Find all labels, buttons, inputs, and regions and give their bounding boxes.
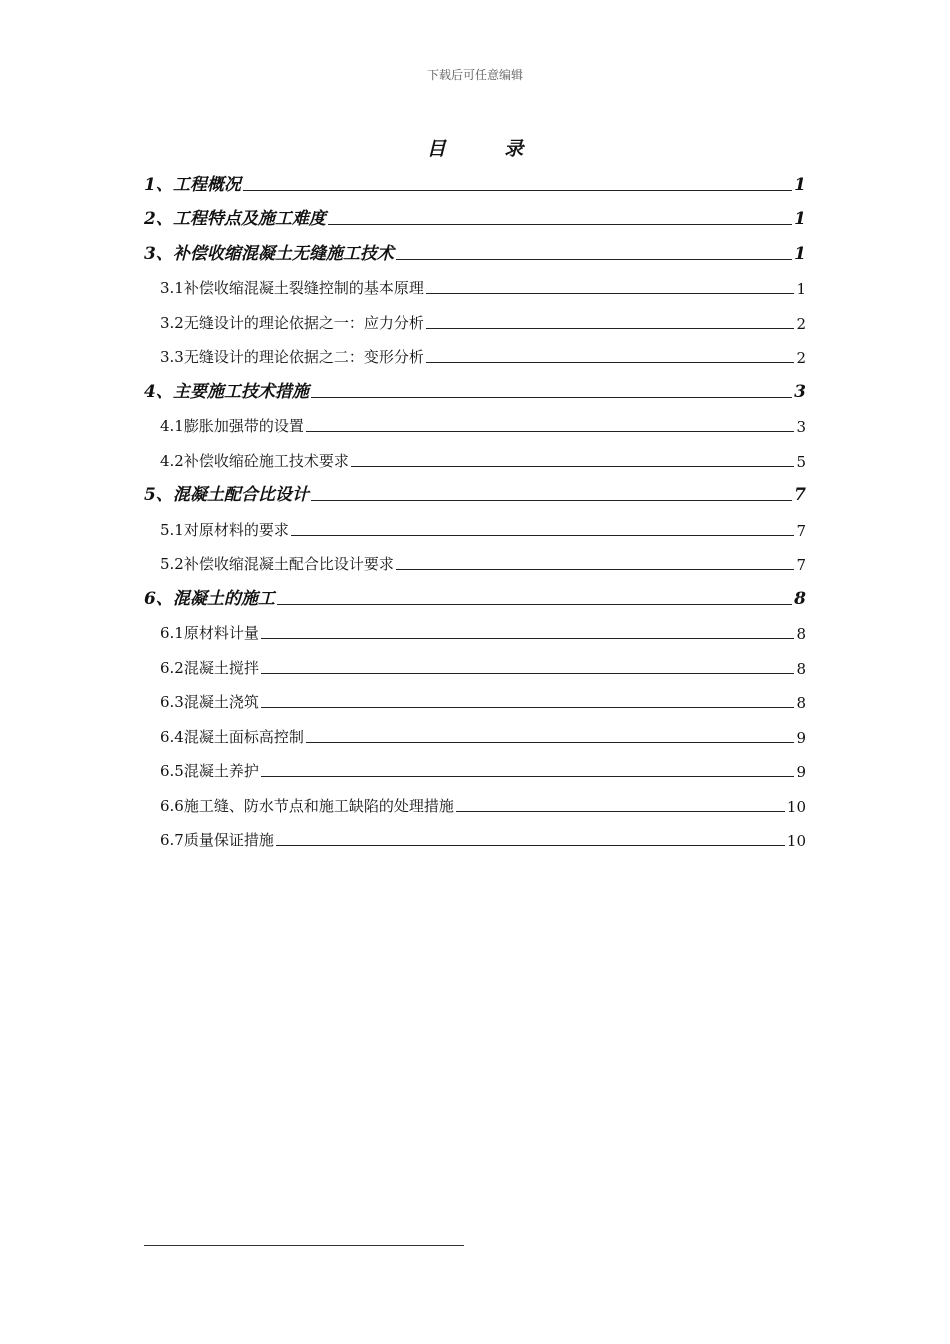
toc-entry-label: 6.5混凝土养护 [160, 762, 259, 780]
toc-leader-line [396, 569, 795, 570]
toc-entry-page-number: 1 [794, 174, 806, 195]
toc-entry[interactable] [144, 579, 806, 614]
toc-entry-label: 3.3无缝设计的理论依据之二：变形分析 [160, 348, 424, 366]
toc-entry-page-number: 8 [794, 588, 806, 609]
toc-entry-page-number: 10 [786, 797, 806, 816]
toc-entry-label: 6.7质量保证措施 [160, 831, 274, 849]
toc-leader-line [456, 811, 785, 812]
toc-leader-line [277, 604, 792, 605]
toc-title: 目 录 [426, 138, 550, 160]
toc-leader-line [276, 845, 785, 846]
toc-entry-page-number: 2 [796, 314, 806, 333]
toc-entry-page-number: 8 [796, 625, 806, 643]
toc-leader-line [311, 397, 792, 398]
toc-entry-page-number: 9 [796, 728, 806, 747]
toc-entry[interactable] [144, 786, 806, 821]
toc-entry-label: 4、主要施工技术措施 [144, 381, 309, 402]
toc-entry[interactable] [144, 648, 806, 683]
toc-entry[interactable] [144, 545, 806, 580]
toc-leader-line [311, 500, 792, 501]
toc-leader-line [261, 638, 795, 639]
toc-entry[interactable] [144, 476, 806, 511]
toc-leader-line [306, 742, 795, 743]
toc-entry-label: 1、工程概况 [144, 174, 241, 195]
toc-leader-line [396, 259, 792, 260]
toc-entry-label: 3、补偿收缩混凝土无缝施工技术 [144, 243, 394, 264]
toc-leader-line [426, 362, 795, 363]
toc-entry-label: 5.1对原材料的要求 [160, 520, 289, 539]
toc-entry[interactable] [144, 614, 806, 649]
toc-entry[interactable] [144, 752, 806, 787]
toc-entry-page-number: 9 [796, 763, 806, 781]
table-of-contents [144, 165, 806, 855]
toc-entry[interactable] [144, 234, 806, 269]
toc-entry-page-number: 5 [796, 452, 806, 471]
toc-entry-label: 3.2无缝设计的理论依据之一：应力分析 [160, 313, 424, 332]
toc-entry-page-number: 1 [794, 209, 806, 229]
toc-entry-page-number: 7 [796, 521, 806, 540]
toc-entry[interactable] [144, 165, 806, 200]
toc-entry[interactable] [144, 717, 806, 752]
toc-entry-page-number: 8 [796, 694, 806, 712]
toc-entry-page-number: 7 [796, 556, 806, 574]
toc-entry-page-number: 10 [786, 832, 806, 850]
toc-leader-line [291, 535, 795, 536]
toc-entry[interactable] [144, 338, 806, 373]
toc-entry[interactable] [144, 372, 806, 407]
toc-entry[interactable] [144, 683, 806, 718]
toc-entry-label: 6.6施工缝、防水节点和施工缺陷的处理措施 [160, 796, 454, 815]
toc-entry-label: 6.2混凝土搅拌 [160, 658, 259, 677]
toc-entry-label: 5.2补偿收缩混凝土配合比设计要求 [160, 555, 394, 573]
toc-entry-page-number: 3 [796, 418, 806, 436]
toc-entry-label: 4.2补偿收缩砼施工技术要求 [160, 451, 349, 470]
toc-leader-line [426, 328, 795, 329]
toc-entry[interactable] [144, 407, 806, 442]
toc-entry-label: 3.1补偿收缩混凝土裂缝控制的基本原理 [160, 279, 424, 297]
toc-entry[interactable] [144, 269, 806, 304]
toc-entry-page-number: 8 [796, 659, 806, 678]
toc-entry[interactable] [144, 303, 806, 338]
toc-entry-page-number: 2 [796, 349, 806, 367]
toc-leader-line [426, 293, 795, 294]
toc-leader-line [261, 707, 795, 708]
toc-entry-label: 6.4混凝土面标高控制 [160, 727, 304, 746]
toc-entry[interactable] [144, 441, 806, 476]
footnote-divider [144, 1245, 464, 1246]
toc-entry-page-number: 7 [794, 485, 806, 505]
toc-leader-line [261, 776, 795, 777]
toc-entry-label: 4.1膨胀加强带的设置 [160, 417, 304, 435]
toc-entry-label: 6.1原材料计量 [160, 624, 259, 642]
toc-entry[interactable] [144, 821, 806, 856]
toc-leader-line [261, 673, 795, 674]
toc-leader-line [306, 431, 795, 432]
toc-entry-label: 2、工程特点及施工难度 [144, 209, 326, 229]
toc-leader-line [328, 224, 792, 225]
toc-entry-label: 5、混凝土配合比设计 [144, 485, 309, 505]
toc-leader-line [351, 466, 795, 467]
toc-entry-label: 6、混凝土的施工 [144, 588, 275, 609]
toc-entry[interactable] [144, 200, 806, 235]
toc-entry-page-number: 1 [796, 280, 806, 298]
toc-entry[interactable] [144, 510, 806, 545]
toc-entry-page-number: 3 [794, 381, 806, 402]
page-header-note: 下载后可任意编辑 [426, 68, 523, 82]
toc-entry-label: 6.3混凝土浇筑 [160, 693, 259, 711]
toc-leader-line [243, 190, 792, 191]
toc-entry-page-number: 1 [794, 243, 806, 264]
